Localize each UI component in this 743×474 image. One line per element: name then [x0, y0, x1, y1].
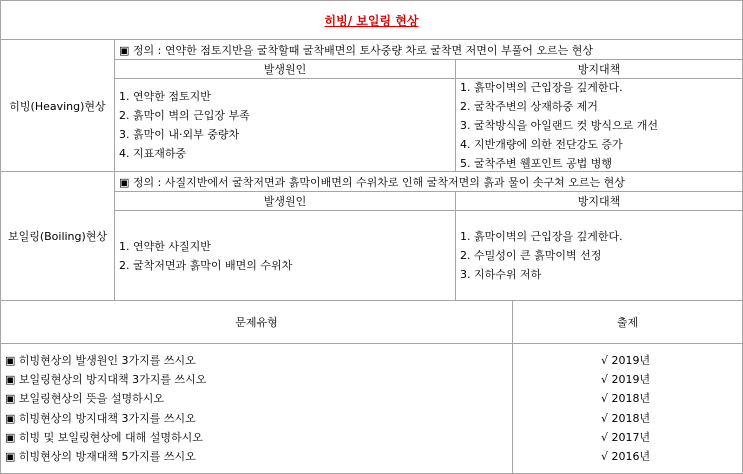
boiling-prevent-header-cell	[455, 191, 743, 211]
boiling-measures-cell	[455, 210, 743, 301]
boiling-label-cell	[0, 171, 115, 301]
page-title: 히빙/ 보일링 현상	[324, 13, 419, 28]
list-item: ▣ 보일링현상의 뜻을 설명하시오	[5, 392, 165, 406]
heaving-label-cell	[0, 39, 115, 172]
list-item: ▣ 보일링현상의 방지대책 3가지를 쓰시오	[5, 372, 207, 386]
list-item: 5. 굴착주변 웰포인트 공법 병행	[460, 156, 612, 170]
list-item: 3. 굴착방식을 아일랜드 컷 방식으로 개선	[460, 118, 658, 132]
boiling-label: 보일링(Boiling)현상	[7, 230, 108, 243]
boiling-cause-header: 발생원인	[263, 195, 307, 208]
boiling-causes-cell	[114, 210, 456, 301]
list-item: 3. 지하수위 저하	[460, 268, 542, 281]
list-item: 2. 흙막이 벽의 근입장 부족	[119, 109, 250, 122]
heaving-label: 히빙(Heaving)현상	[9, 99, 106, 113]
list-item: 4. 지표재하중	[119, 147, 187, 160]
list-item: 2. 수밀성이 큰 흙막이벽 선정	[460, 249, 602, 262]
list-item: 2. 굴착저면과 흙막이 배면의 수위차	[119, 258, 293, 272]
problem-type-header: 문제유형	[235, 316, 278, 329]
list-item: 4. 지반개량에 의한 전단강도 증가	[460, 137, 623, 151]
list-item: ▣ 히빙현상의 발생원인 3가지를 쓰시오	[5, 353, 196, 367]
heaving-measures-cell	[455, 78, 743, 172]
heaving-causes-cell	[114, 78, 456, 172]
problem-year-header-cell	[512, 300, 743, 344]
year-item: √ 2019년	[601, 372, 651, 386]
list-item: 3. 흙막이 내·외부 중량차	[119, 128, 240, 141]
problem-year-header: 출제	[616, 316, 639, 329]
title-cell	[0, 0, 743, 40]
heaving-prevent-header: 방지대책	[577, 63, 621, 76]
year-item: √ 2019년	[601, 353, 651, 367]
boiling-cause-header-cell	[114, 191, 456, 211]
list-item: ▣ 히빙 및 보일링현상에 대해 설명하시오	[5, 430, 203, 444]
list-item: 1. 연약한 점토지반	[119, 90, 211, 103]
heaving-definition: ▣ 정의 : 연약한 점토지반을 굴착할때 굴착배면의 토사중량 차로 굴착면 저면이 부풀어 오르는 현상	[119, 43, 593, 57]
boiling-definition: ▣ 정의 : 사질지반에서 굴착저면과 흙막이배면의 수위차로 인해 굴착저면의 흙과 물이 솟구쳐 오르는 현상	[119, 175, 625, 189]
list-item: ▣ 히빙현상의 방재대책 5가지를 쓰시오	[5, 450, 196, 464]
list-item: 1. 흙막이벽의 근입장을 깊게한다.	[460, 80, 623, 94]
year-item: √ 2018년	[601, 411, 651, 425]
heaving-cause-header: 발생원인	[263, 63, 307, 76]
year-item: √ 2016년	[601, 450, 651, 464]
problem-year-cell	[512, 343, 743, 474]
problem-type-header-cell	[0, 300, 513, 344]
list-item: 2. 굴착주변의 상재하중 제거	[460, 99, 598, 113]
heaving-definition-cell	[114, 39, 743, 60]
list-item: ▣ 히빙현상의 방지대책 3가지를 쓰시오	[5, 411, 196, 425]
problem-list-cell	[0, 343, 513, 474]
year-item: √ 2018년	[601, 392, 651, 406]
list-item: 1. 흙막이벽의 근입장을 깊게한다.	[460, 230, 623, 243]
year-item: √ 2017년	[601, 430, 651, 444]
heaving-cause-header-cell	[114, 59, 456, 79]
list-item: 1. 연약한 사질지반	[119, 239, 211, 253]
boiling-definition-cell	[114, 171, 743, 192]
heaving-prevent-header-cell	[455, 59, 743, 79]
boiling-prevent-header: 방지대책	[577, 195, 621, 208]
